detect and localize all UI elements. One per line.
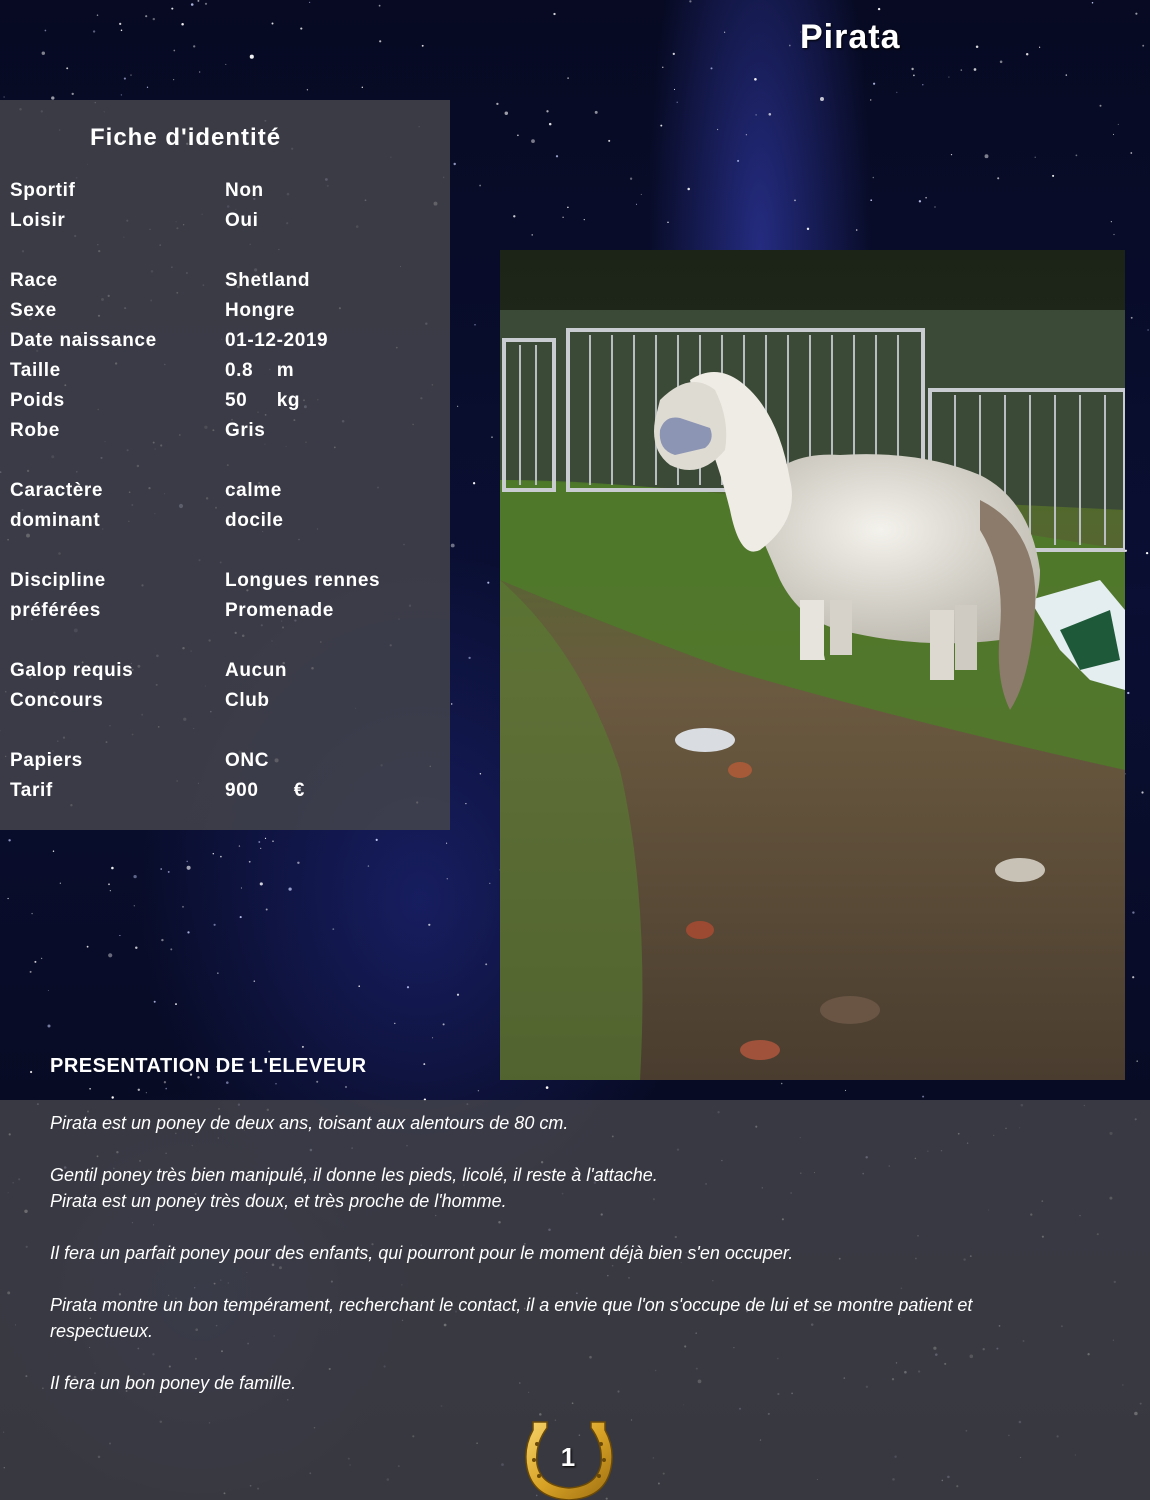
star-dot — [717, 129, 718, 130]
star-dot — [746, 134, 747, 135]
star-dot — [1118, 124, 1119, 125]
star-dot — [240, 916, 242, 918]
identity-label: Sexe — [10, 300, 57, 321]
star-dot — [197, 0, 199, 2]
star-dot — [214, 924, 216, 926]
identity-label: Poids — [10, 390, 65, 411]
star-dot — [922, 84, 923, 85]
identity-row-loisir — [0, 210, 450, 240]
pony-photo-illustration — [500, 250, 1125, 1080]
star-dot — [845, 1090, 846, 1091]
star-dot — [513, 215, 515, 217]
star-dot — [443, 1023, 445, 1025]
star-dot — [161, 939, 163, 941]
star-dot — [489, 883, 490, 884]
star-dot — [250, 55, 254, 59]
identity-value: Non — [225, 180, 264, 201]
star-dot — [220, 856, 222, 858]
identity-label: Loisir — [10, 210, 66, 231]
identity-label: Concours — [10, 690, 104, 711]
star-dot — [288, 887, 291, 890]
star-dot — [677, 102, 678, 103]
identity-value: Oui — [225, 210, 259, 231]
star-dot — [164, 1081, 166, 1083]
star-dot — [108, 883, 110, 885]
star-dot — [687, 188, 690, 191]
identity-label: Papiers — [10, 750, 83, 771]
star-dot — [119, 23, 121, 25]
star-dot — [239, 845, 240, 846]
star-dot — [453, 163, 455, 165]
identity-value: docile — [225, 510, 284, 531]
identity-row-caractere — [0, 480, 450, 510]
presentation-text — [50, 1110, 1060, 1422]
presentation-paragraph: Pirata est un poney de deux ans, toisant aux alentours de 80 cm. — [50, 1113, 569, 1133]
star-dot — [42, 51, 45, 54]
star-dot — [175, 1003, 177, 1005]
identity-card-heading: Fiche d'identité — [90, 124, 282, 151]
star-dot — [724, 32, 725, 33]
star-dot — [368, 865, 369, 866]
identity-value: 900 € — [225, 780, 305, 801]
star-dot — [182, 906, 184, 908]
star-dot — [275, 1083, 277, 1085]
identity-row-galop-requis — [0, 660, 450, 690]
star-dot — [1100, 105, 1102, 107]
star-dot — [997, 177, 999, 179]
star-dot — [173, 79, 174, 80]
star-dot — [480, 773, 481, 774]
pony-photo — [500, 250, 1125, 1080]
presentation-paragraph: Il fera un bon poney de famille. — [50, 1373, 297, 1393]
identity-row-preferees — [0, 600, 450, 630]
star-dot — [546, 1086, 549, 1089]
star-dot — [217, 973, 218, 974]
star-dot — [133, 875, 136, 878]
star-dot — [1135, 13, 1137, 15]
star-dot — [479, 185, 481, 187]
star-dot — [446, 843, 447, 844]
star-dot — [345, 1086, 347, 1088]
star-dot — [146, 1092, 147, 1093]
star-dot — [820, 97, 824, 101]
star-dot — [48, 990, 49, 991]
star-dot — [41, 958, 42, 959]
identity-label: préférées — [10, 600, 101, 621]
star-dot — [667, 222, 668, 223]
page-number: 1 — [560, 1442, 576, 1472]
star-dot — [187, 866, 191, 870]
star-dot — [913, 75, 915, 77]
star-dot — [878, 8, 880, 10]
star-dot — [432, 1037, 433, 1038]
star-dot — [53, 850, 54, 851]
star-dot — [567, 77, 569, 79]
star-dot — [870, 199, 872, 201]
star-dot — [465, 803, 466, 804]
star-dot — [266, 909, 268, 911]
star-dot — [1131, 317, 1133, 319]
star-dot — [260, 848, 261, 849]
star-dot — [1111, 221, 1112, 222]
star-dot — [546, 110, 548, 112]
star-dot — [186, 861, 188, 863]
star-dot — [134, 905, 135, 906]
star-dot — [1039, 47, 1040, 48]
star-dot — [72, 93, 74, 95]
star-dot — [254, 980, 256, 982]
star-dot — [496, 103, 498, 105]
star-dot — [272, 841, 273, 842]
identity-value: 0.8 m — [225, 360, 295, 381]
star-dot — [147, 87, 148, 88]
star-dot — [948, 77, 949, 78]
star-dot — [265, 838, 266, 839]
star-dot — [517, 134, 519, 136]
star-dot — [673, 53, 675, 55]
star-dot — [1066, 74, 1067, 75]
star-dot — [781, 1083, 783, 1085]
star-dot — [584, 219, 585, 220]
star-dot — [153, 18, 155, 20]
star-dot — [556, 155, 558, 157]
star-dot — [961, 69, 962, 70]
star-dot — [531, 139, 535, 143]
identity-value: 01-12-2019 — [225, 330, 329, 351]
identity-row-dominant — [0, 510, 450, 540]
star-dot — [630, 178, 632, 180]
identity-value: Gris — [225, 420, 266, 441]
star-dot — [1026, 53, 1028, 55]
star-dot — [1052, 175, 1054, 177]
star-dot — [66, 67, 68, 69]
identity-row-sportif — [0, 180, 450, 210]
identity-label: Discipline — [10, 570, 106, 591]
star-dot — [121, 30, 123, 32]
star-dot — [595, 111, 598, 114]
star-dot — [769, 113, 772, 116]
star-dot — [1000, 61, 1003, 64]
identity-row-date-naissance — [0, 330, 450, 360]
star-dot — [110, 890, 111, 891]
star-dot — [896, 92, 897, 93]
star-dot — [457, 994, 459, 996]
star-dot — [258, 841, 260, 843]
star-dot — [249, 861, 251, 863]
presentation-paragraph: Pirata est un poney très doux, et très proche de l'homme. — [50, 1191, 507, 1211]
star-dot — [1127, 692, 1129, 694]
star-dot — [447, 878, 448, 879]
identity-row-papiers — [0, 750, 450, 780]
star-dot — [1113, 234, 1114, 235]
star-dot — [487, 582, 489, 584]
star-dot — [974, 68, 977, 71]
star-dot — [951, 154, 952, 155]
star-dot — [358, 985, 360, 987]
identity-label: Race — [10, 270, 58, 291]
star-dot — [130, 74, 131, 75]
star-dot — [660, 125, 662, 127]
star-dot — [302, 1046, 304, 1048]
star-dot — [108, 953, 112, 957]
star-dot — [8, 839, 10, 841]
star-dot — [4, 96, 5, 97]
star-dot — [636, 204, 637, 205]
star-dot — [567, 207, 568, 208]
star-dot — [272, 23, 274, 25]
star-dot — [31, 913, 32, 914]
star-dot — [662, 67, 663, 68]
star-dot — [297, 862, 299, 864]
star-dot — [187, 931, 189, 933]
star-dot — [225, 64, 226, 65]
star-dot — [181, 23, 184, 26]
star-dot — [121, 94, 122, 95]
star-dot — [93, 30, 95, 32]
identity-value: Hongre — [225, 300, 296, 321]
star-dot — [1035, 157, 1036, 158]
identity-row-taille — [0, 360, 450, 390]
star-dot — [241, 887, 242, 888]
identity-label: Tarif — [10, 780, 53, 801]
star-dot — [1141, 791, 1143, 793]
star-dot — [641, 194, 642, 195]
identity-label: Date naissance — [10, 330, 157, 351]
star-dot — [789, 45, 791, 47]
star-dot — [124, 78, 126, 80]
star-dot — [1147, 329, 1149, 331]
star-dot — [976, 45, 979, 48]
presentation-paragraph: Pirata montre un bon tempérament, recherchant le contact, il a envie que l'on s'occupe de lui et se montre patient et respectueux. — [50, 1295, 973, 1341]
star-dot — [205, 3, 207, 5]
star-dot — [111, 1096, 113, 1098]
star-dot — [1146, 552, 1148, 554]
star-dot — [478, 1090, 479, 1091]
star-dot — [160, 868, 162, 870]
star-dot — [34, 961, 36, 963]
identity-value: Longues rennes — [225, 570, 381, 591]
presentation-paragraph: Il fera un parfait poney pour des enfants, qui pourront pour le moment déjà bien s'en occuper. — [50, 1243, 794, 1263]
star-dot — [213, 853, 214, 854]
identity-row-concours — [0, 690, 450, 720]
star-dot — [922, 1096, 924, 1098]
star-dot — [468, 657, 470, 659]
star-dot — [911, 68, 913, 70]
star-dot — [171, 8, 173, 10]
star-dot — [422, 45, 424, 47]
star-dot — [1136, 1060, 1138, 1062]
star-dot — [674, 89, 675, 90]
star-dot — [531, 234, 533, 236]
star-dot — [376, 839, 378, 841]
star-dot — [473, 482, 475, 484]
identity-row-poids — [0, 390, 450, 420]
identity-value: calme — [225, 480, 282, 501]
star-dot — [199, 71, 200, 72]
presentation-heading: PRESENTATION DE L'ELEVEUR — [50, 1055, 367, 1077]
star-dot — [925, 197, 927, 199]
star-dot — [87, 946, 89, 948]
star-dot — [553, 13, 555, 15]
identity-row-discipline — [0, 570, 450, 600]
star-dot — [919, 200, 921, 202]
star-dot — [689, 0, 691, 2]
page-title: Pirata — [800, 18, 901, 56]
star-dot — [1142, 45, 1144, 47]
star-dot — [754, 78, 757, 81]
star-dot — [474, 324, 476, 326]
star-dot — [1132, 911, 1134, 913]
star-dot — [168, 871, 170, 873]
star-dot — [608, 140, 610, 142]
star-dot — [485, 963, 487, 965]
star-dot — [145, 15, 147, 17]
star-dot — [873, 83, 875, 85]
star-dot — [119, 935, 120, 936]
identity-label: Taille — [10, 360, 61, 381]
star-dot — [407, 986, 409, 988]
identity-value: Aucun — [225, 660, 288, 681]
identity-row-robe — [0, 420, 450, 450]
star-dot — [165, 1088, 167, 1090]
presentation-paragraph: Gentil poney très bien manipulé, il donne les pieds, licolé, il reste à l'attache. — [50, 1165, 658, 1185]
star-dot — [1132, 976, 1134, 978]
star-dot — [873, 177, 875, 179]
star-dot — [45, 30, 47, 32]
star-dot — [562, 217, 563, 218]
star-dot — [379, 5, 381, 7]
star-dot — [1076, 155, 1078, 157]
star-dot — [423, 1063, 425, 1065]
star-dot — [135, 946, 137, 948]
star-dot — [505, 111, 508, 114]
identity-row-tarif — [0, 780, 450, 810]
star-dot — [97, 14, 98, 15]
star-dot — [138, 1089, 140, 1091]
identity-value: Club — [225, 690, 270, 711]
star-dot — [309, 2, 310, 3]
star-dot — [549, 123, 552, 126]
star-dot — [30, 1071, 32, 1073]
identity-value: ONC — [225, 750, 270, 771]
identity-row-sexe — [0, 300, 450, 330]
identity-label: dominant — [10, 510, 101, 531]
star-dot — [60, 883, 61, 884]
star-dot — [934, 206, 935, 207]
identity-value: Promenade — [225, 600, 334, 621]
star-dot — [7, 898, 8, 899]
star-dot — [362, 87, 363, 88]
star-dot — [451, 544, 455, 548]
identity-label: Galop requis — [10, 660, 134, 681]
identity-value: 50 kg — [225, 390, 301, 411]
star-dot — [457, 406, 458, 407]
identity-row-race — [0, 270, 450, 300]
identity-value: Shetland — [225, 270, 311, 291]
star-dot — [379, 40, 381, 42]
star-dot — [1092, 2, 1094, 4]
star-dot — [737, 160, 739, 162]
identity-label: Robe — [10, 420, 60, 441]
identity-label: Sportif — [10, 180, 76, 201]
star-dot — [191, 3, 194, 6]
star-dot — [1130, 152, 1132, 154]
star-dot — [307, 89, 308, 90]
star-dot — [316, 1081, 318, 1083]
star-dot — [985, 154, 989, 158]
star-dot — [1113, 134, 1114, 135]
star-dot — [268, 1051, 270, 1053]
star-dot — [428, 924, 430, 926]
star-dot — [170, 948, 172, 950]
star-dot — [755, 114, 756, 115]
star-dot — [332, 928, 334, 930]
star-dot — [870, 99, 871, 100]
star-dot — [173, 50, 175, 52]
star-dot — [794, 200, 796, 202]
star-dot — [193, 45, 195, 47]
star-dot — [226, 1081, 229, 1084]
star-dot — [451, 703, 452, 704]
identity-label: Caractère — [10, 480, 104, 501]
star-dot — [300, 28, 302, 30]
star-dot — [154, 1001, 156, 1003]
star-dot — [260, 882, 263, 885]
star-dot — [711, 67, 713, 69]
star-dot — [807, 228, 809, 230]
star-dot — [856, 229, 858, 231]
star-dot — [394, 1023, 395, 1024]
star-dot — [111, 867, 114, 870]
star-dot — [89, 1088, 91, 1090]
star-dot — [30, 971, 32, 973]
star-dot — [491, 436, 493, 438]
star-dot — [47, 1024, 50, 1027]
